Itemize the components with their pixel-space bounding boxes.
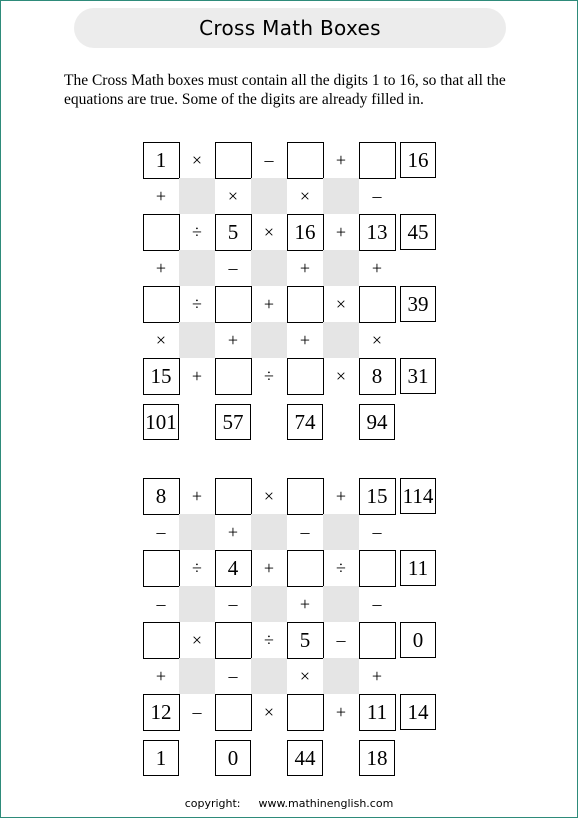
blocked-cell [251, 658, 287, 694]
row-result-box: 39 [400, 286, 436, 322]
operator-cell: – [264, 150, 274, 170]
operator-cell: + [299, 330, 311, 350]
operator-cell: – [228, 258, 238, 278]
operator-cell: × [191, 630, 203, 650]
operator-cell: + [227, 330, 239, 350]
number-box[interactable] [215, 142, 252, 179]
operator-cell: + [335, 150, 347, 170]
operator-cell: × [191, 150, 203, 170]
number-box[interactable] [359, 550, 396, 587]
number-box[interactable]: 12 [143, 694, 180, 731]
column-result-box: 101 [143, 404, 179, 440]
number-box[interactable] [287, 142, 324, 179]
operator-cell: ÷ [192, 558, 202, 578]
instructions-text: The Cross Math boxes must contain all the digits 1 to 16, so that all the equations are true. Some of the digits are already filled in. [64, 72, 506, 108]
row-result-box: 16 [400, 142, 436, 178]
number-box[interactable]: 15 [143, 358, 180, 395]
operator-cell: × [371, 330, 383, 350]
operator-cell: ÷ [264, 630, 274, 650]
operator-cell: – [192, 702, 202, 722]
number-box[interactable] [215, 622, 252, 659]
operator-cell: – [372, 522, 382, 542]
row-result-box: 114 [400, 478, 436, 514]
operator-cell: + [371, 258, 383, 278]
number-box[interactable]: 11 [359, 694, 396, 731]
operator-cell: × [335, 366, 347, 386]
blocked-cell [323, 586, 359, 622]
number-box[interactable] [287, 550, 324, 587]
blocked-cell [179, 514, 215, 550]
number-box[interactable]: 4 [215, 550, 252, 587]
operator-cell: – [228, 666, 238, 686]
number-box[interactable] [143, 622, 180, 659]
number-box[interactable] [359, 142, 396, 179]
row-result-box: 11 [400, 550, 436, 586]
operator-cell: – [156, 594, 166, 614]
blocked-cell [323, 178, 359, 214]
operator-cell: + [299, 594, 311, 614]
website-link: www.mathinenglish.com [258, 797, 394, 810]
number-box[interactable] [359, 622, 396, 659]
number-box[interactable] [359, 286, 396, 323]
row-result-box: 0 [400, 622, 436, 658]
blocked-cell [179, 178, 215, 214]
footer [0, 797, 578, 810]
number-box[interactable]: 16 [287, 214, 324, 251]
operator-cell: ÷ [336, 558, 346, 578]
operator-cell: × [263, 222, 275, 242]
row-result-box: 45 [400, 214, 436, 250]
number-box[interactable] [287, 694, 324, 731]
operator-cell: + [191, 486, 203, 506]
number-box[interactable]: 8 [359, 358, 396, 395]
blocked-cell [179, 586, 215, 622]
number-box[interactable] [143, 286, 180, 323]
blocked-cell [251, 178, 287, 214]
number-box[interactable] [215, 358, 252, 395]
number-box[interactable] [143, 550, 180, 587]
number-box[interactable] [287, 286, 324, 323]
blocked-cell [179, 250, 215, 286]
operator-cell: + [335, 486, 347, 506]
operator-cell: + [371, 666, 383, 686]
row-result-box: 31 [400, 358, 436, 394]
blocked-cell [323, 322, 359, 358]
title-bar [74, 8, 506, 48]
operator-cell: – [156, 522, 166, 542]
puzzle-grid [143, 142, 395, 394]
column-result-box: 74 [287, 404, 323, 440]
operator-cell: + [299, 258, 311, 278]
operator-cell: + [155, 258, 167, 278]
blocked-cell [323, 250, 359, 286]
operator-cell: ÷ [264, 366, 274, 386]
operator-cell: – [228, 594, 238, 614]
number-box[interactable] [215, 286, 252, 323]
column-result-box: 57 [215, 404, 251, 440]
operator-cell: + [335, 702, 347, 722]
blocked-cell [251, 586, 287, 622]
column-result-box: 18 [359, 740, 395, 776]
blocked-cell [179, 658, 215, 694]
blocked-cell [323, 514, 359, 550]
number-box[interactable]: 15 [359, 478, 396, 515]
operator-cell: + [335, 222, 347, 242]
operator-cell: + [155, 666, 167, 686]
blocked-cell [179, 322, 215, 358]
number-box[interactable]: 8 [143, 478, 180, 515]
column-result-box: 0 [215, 740, 251, 776]
puzzle-grid [143, 478, 395, 730]
operator-cell: + [155, 186, 167, 206]
copyright-label: copyright: [184, 797, 241, 810]
row-result-box: 14 [400, 694, 436, 730]
number-box[interactable]: 13 [359, 214, 396, 251]
number-box[interactable] [215, 478, 252, 515]
operator-cell: + [263, 294, 275, 314]
operator-cell: ÷ [192, 294, 202, 314]
operator-cell: × [299, 186, 311, 206]
number-box[interactable] [287, 358, 324, 395]
operator-cell: × [227, 186, 239, 206]
operator-cell: × [299, 666, 311, 686]
operator-cell: + [191, 366, 203, 386]
column-result-box: 44 [287, 740, 323, 776]
column-result-box: 94 [359, 404, 395, 440]
blocked-cell [251, 250, 287, 286]
operator-cell: + [263, 558, 275, 578]
number-box[interactable]: 5 [287, 622, 324, 659]
number-box[interactable] [287, 478, 324, 515]
blocked-cell [323, 658, 359, 694]
blocked-cell [251, 514, 287, 550]
operator-cell: – [372, 594, 382, 614]
number-box[interactable]: 1 [143, 142, 180, 179]
page-title: Cross Math Boxes [199, 16, 381, 40]
number-box[interactable] [215, 694, 252, 731]
operator-cell: – [336, 630, 346, 650]
number-box[interactable] [143, 214, 180, 251]
operator-cell: – [300, 522, 310, 542]
operator-cell: × [263, 702, 275, 722]
operator-cell: + [227, 522, 239, 542]
operator-cell: × [335, 294, 347, 314]
column-result-box: 1 [143, 740, 179, 776]
operator-cell: – [372, 186, 382, 206]
number-box[interactable]: 5 [215, 214, 252, 251]
operator-cell: × [155, 330, 167, 350]
operator-cell: × [263, 486, 275, 506]
operator-cell: ÷ [192, 222, 202, 242]
blocked-cell [251, 322, 287, 358]
